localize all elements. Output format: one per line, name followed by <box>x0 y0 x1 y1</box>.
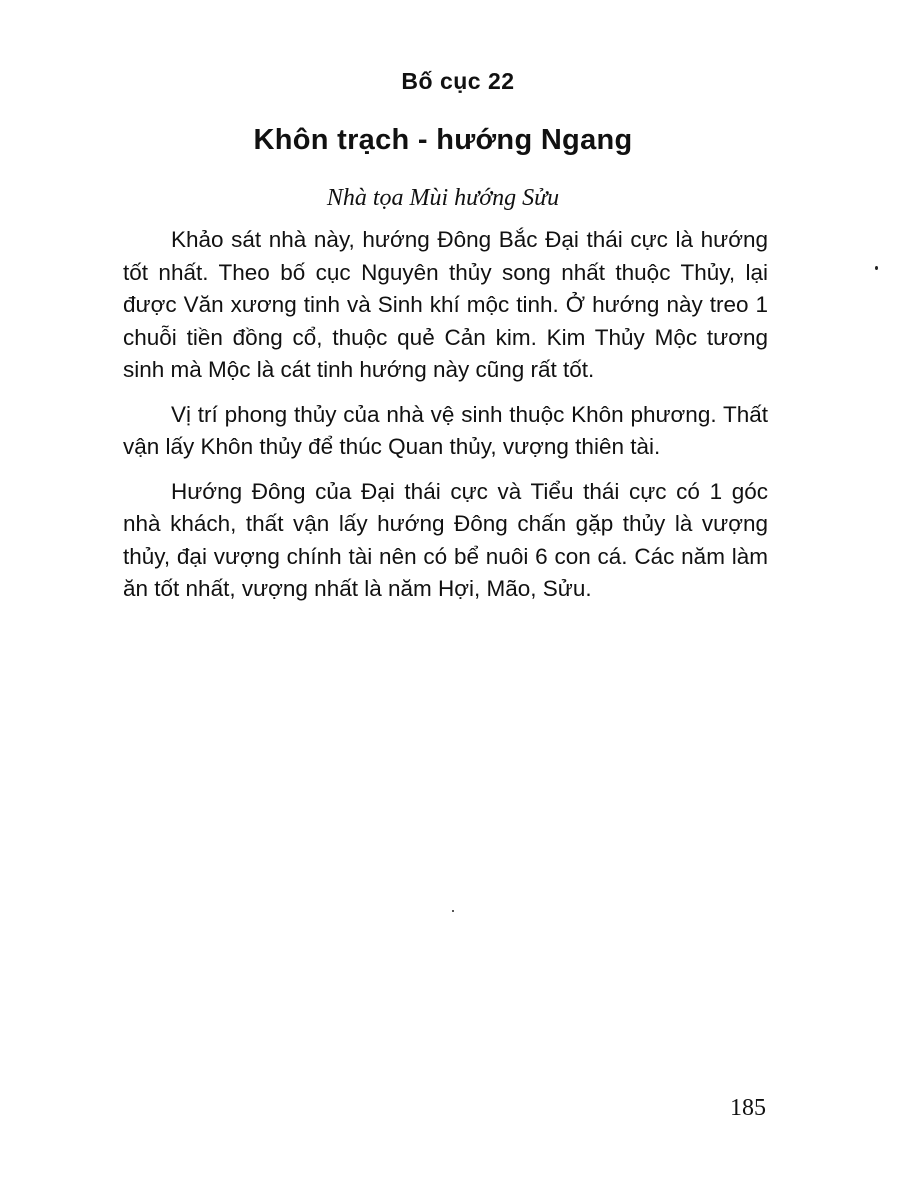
body-text <box>123 224 768 618</box>
section-number: Bố cục 22 <box>401 68 515 94</box>
subtitle: Nhà tọa Mùi hướng Sửu <box>326 185 560 211</box>
paragraph-2: Vị trí phong thủy của nhà vệ sinh thuộc Khôn phương. Thất vận lấy Khôn thủy để thúc Quan thủy, vượng thiên tài. <box>123 401 768 459</box>
chapter-title: Khôn trạch - hướng Ngang <box>253 124 633 156</box>
paragraph-3: Hướng Đông của Đại thái cực và Tiểu thái cực có 1 góc nhà khách, thất vận lấy hướng Đông chấn gặp thủy là vượng thủy, đại vượng chính tài nên có bể nuôi 6 con cá. Các năm làm ăn tốt nhất, vượng nhất là năm Hợi, Mão, Sửu. <box>123 478 768 601</box>
page-number: 185 <box>730 1095 766 1121</box>
paragraph-1: Khảo sát nhà này, hướng Đông Bắc Đại thái cực là hướng tốt nhất. Theo bố cục Nguyên thủy song nhất thuộc Thủy, lại được Văn xương tinh và Sinh khí mộc tinh. Ở hướng này treo 1 chuỗi tiền đồng cổ, thuộc quẻ Cản kim. Kim Thủy Mộc tương sinh mà Mộc là cát tinh hướng này cũng rất tốt. <box>123 227 768 382</box>
scan-speck <box>875 266 878 270</box>
scan-speck <box>452 910 454 912</box>
